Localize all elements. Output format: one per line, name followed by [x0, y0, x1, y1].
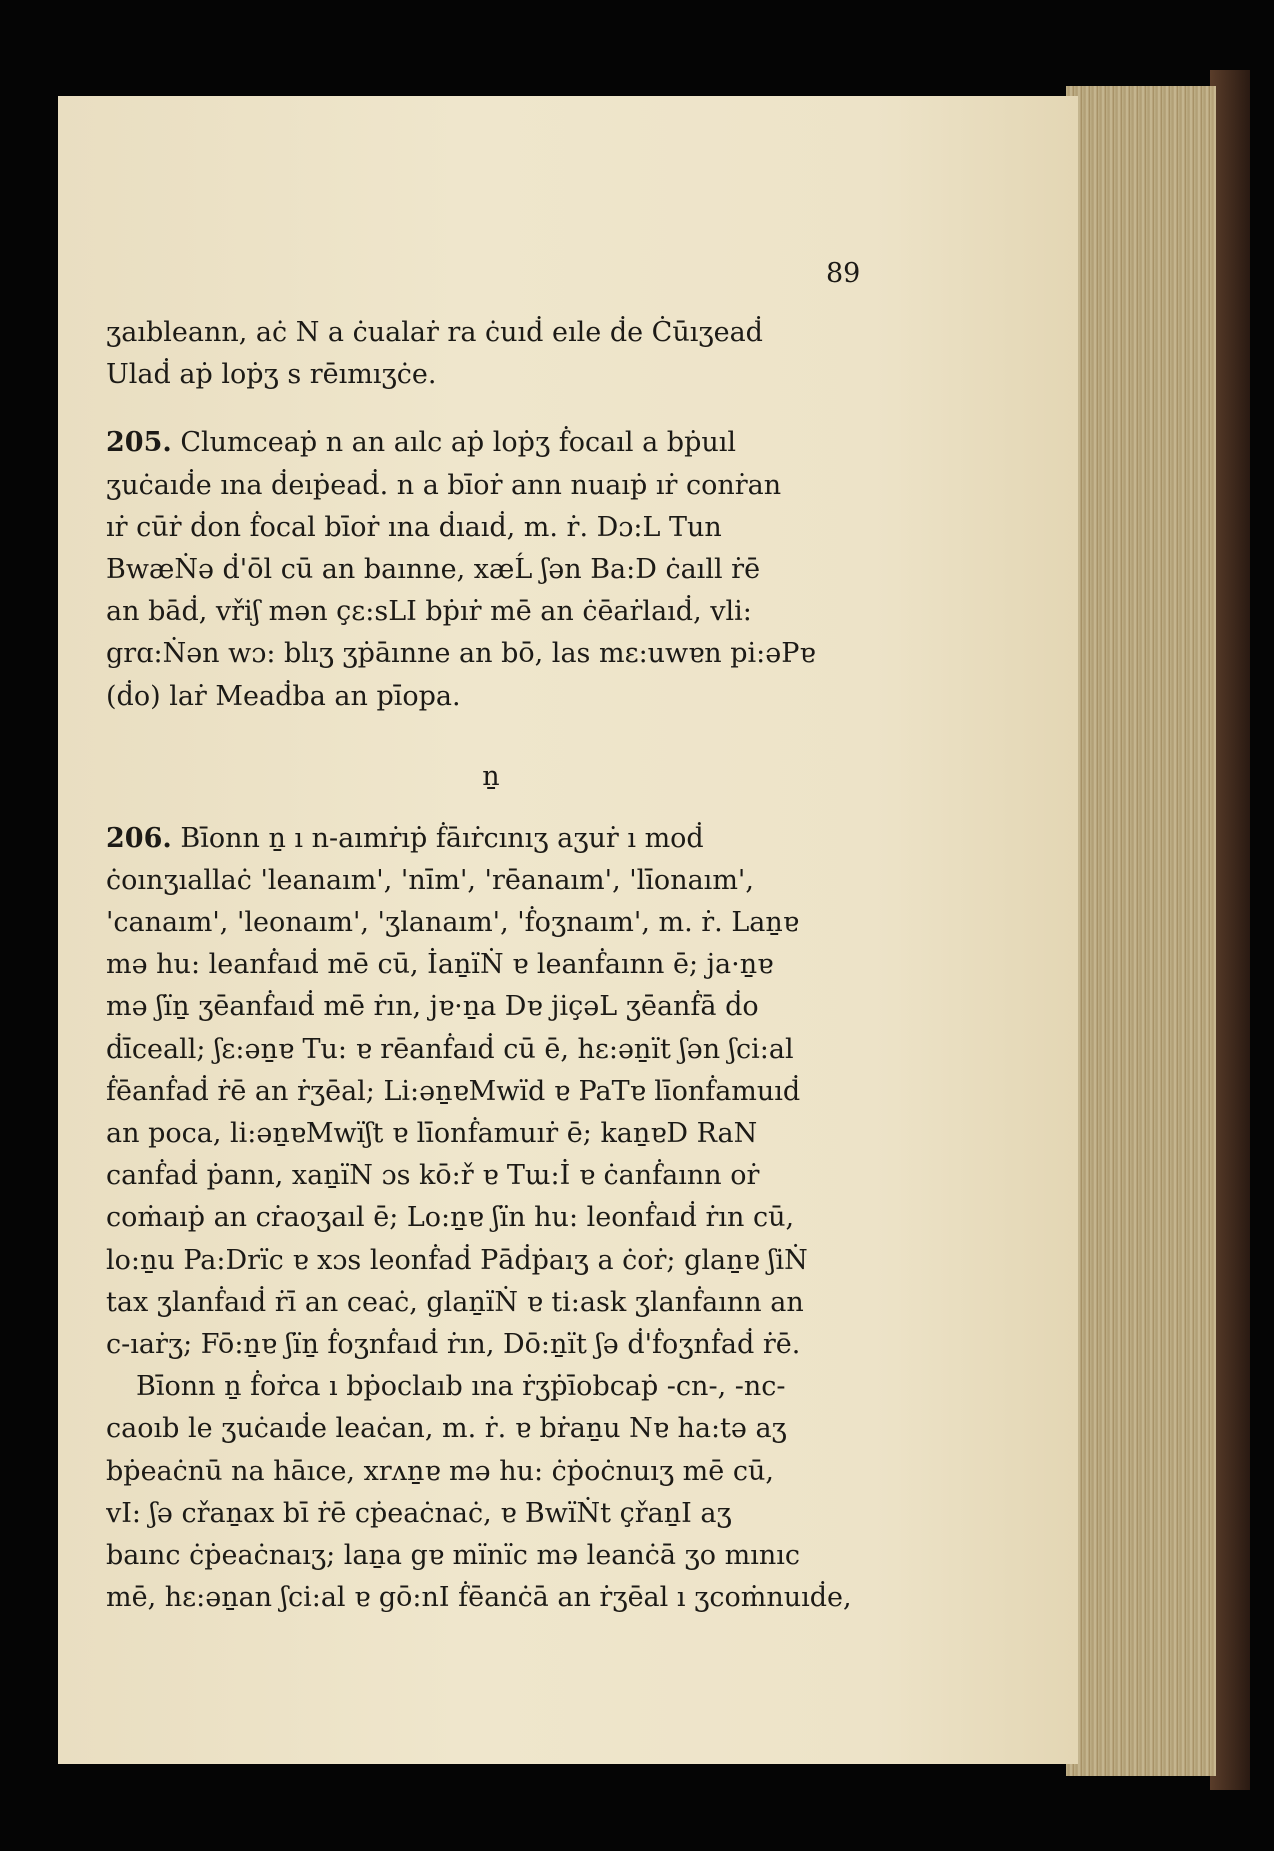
page-stack-edge — [1066, 86, 1216, 1776]
text-line: mē, hɛ:əṉan ʃci:al ɐ gō:nI ḟēanċā an ṙʒēal ı ʒcoṁnuıḋe, — [106, 1582, 852, 1614]
paragraph-number: 206. — [106, 822, 172, 854]
text-line: coṁaıṗ an cṙaoʒaıl ē; Lo:ṉɐ ʃïn hu: leonḟaıḋ ṙın cū, — [106, 1202, 795, 1234]
text-line: grɑ:Ṅən wɔ: blıʒ ʒṗāınne an bō, las mɛ:uwɐn pi:əPɐ — [106, 638, 816, 670]
text-line: BwæṄə ḋ'ōl cū an baınne, xæĹ ʃən Ba:D ċaıll ṙē — [106, 553, 761, 585]
text-line: an bāḋ, vřiʃ mən çɛ:sLI bṗıṙ mē an ċēaṙlaıḋ, vli: — [106, 596, 752, 628]
page-number: 89 — [826, 258, 861, 289]
text-line: tax ʒlanḟaıḋ ṙī an ceaċ, glaṉïṄ ɐ ti:ask ʒlanḟaınn an — [106, 1286, 804, 1318]
text-line: lo:ṉu Pa:Drïc ɐ xɔs leonḟaḋ Pāḋṗaıʒ a ċoṙ; glaṉɐ ʃiṄ — [106, 1244, 808, 1276]
text-line: vI: ʃə cřaṉax bī ṙē cṗeaċnaċ, ɐ BwïṄt çřaṉI aʒ — [106, 1497, 732, 1529]
book-spine-shadow — [1210, 70, 1250, 1790]
text-line: bṗeaċnū na hāıce, xrʌṉɐ mə hu: ċṗoċnuıʒ mē cū, — [106, 1455, 774, 1487]
text-line: Ulaḋ aṗ loṗʒ s rēımıʒċe. — [106, 359, 437, 391]
text-line: ʒuċaıḋe ına ḋeıṗeaḋ. n a bīoṙ ann nuaıṗ ıṙ conṙan — [106, 469, 782, 501]
text-line: mə hu: leanḟaıḋ mē cū, İaṉïṄ ɐ leanḟaınn ē; ja·ṉɐ — [106, 949, 774, 981]
text-line: ċoınʒıallaċ 'leanaım', 'nīm', 'rēanaım', 'līonaım', — [106, 864, 754, 896]
text-line: ʒaıbleann, aċ N a ċualaṙ ra ċuıḋ eıle ḋe Ċūıʒeaḋ — [106, 317, 763, 348]
text-line: c-ıaṙʒ; Fō:ṉɐ ʃïṉ ḟoʒnḟaıḋ ṙın, Dō:ṉït ʃə ḋ'ḟoʒnḟaḋ ṙē. — [106, 1328, 801, 1360]
section-heading: ṉ — [482, 760, 500, 792]
paragraph-206-line-1: 206. Bīonn ṉ ı n-aımṙıṗ ḟāıṙcınıʒ aʒuṙ ı moḋ — [106, 822, 704, 854]
text-line: caoıb le ʒuċaıḋe leaċan, m. ṙ. ɐ bṙaṉu Nɐ ha:tə aʒ — [106, 1413, 787, 1445]
paragraph-number: 205. — [106, 427, 172, 459]
text-line: canḟaḋ ṗann, xaṉïN ɔs kō:ř ɐ Tɯ:İ ɐ ċanḟaınn oṙ — [106, 1160, 760, 1192]
text-line: (ḋo) laṙ Meaḋba an pīopa. — [106, 680, 461, 712]
text-line: Bīonn ṉ ḟoṙca ı bṗoclaıb ına ṙʒṗīobcaṗ -cn-, -nc- — [136, 1371, 786, 1403]
text-line: ıṙ cūṙ ḋon ḟocal bīoṙ ına ḋıaıḋ, m. ṙ. Dɔ:L Tun — [106, 511, 722, 543]
text-line: ḋīceall; ʃɛ:əṉɐ Tu: ɐ rēanḟaıḋ cū ē, hɛ:əṉït ʃən ʃci:al — [106, 1033, 794, 1065]
page-text — [106, 250, 876, 1619]
paragraph-205-line-1: 205. Clumceaṗ n an aılc aṗ loṗʒ ḟocaıl a bṗuıl — [106, 427, 737, 459]
text-line: ḟēanḟaḋ ṙē an ṙʒēal; Li:əṉɐMwïd ɐ PaTɐ līonḟamuıḋ — [106, 1075, 801, 1107]
text-line: 'canaım', 'leonaım', 'ʒlanaım', 'ḟoʒnaım', m. ṙ. Laṉɐ — [106, 907, 799, 939]
text-line: baınc ċṗeaċnaıʒ; laṉa gɐ mïnïc mə leanċā ʒo mınıc — [106, 1539, 801, 1571]
text-line: an poca, li:əṉɐMwïʃt ɐ līonḟamuıṙ ē; kaṉɐD RaN — [106, 1118, 758, 1149]
text-line: mə ʃïṉ ʒēanḟaıḋ mē ṙın, jɐ·ṉa Dɐ jiçəL ʒēanḟā ḋo — [106, 991, 759, 1023]
